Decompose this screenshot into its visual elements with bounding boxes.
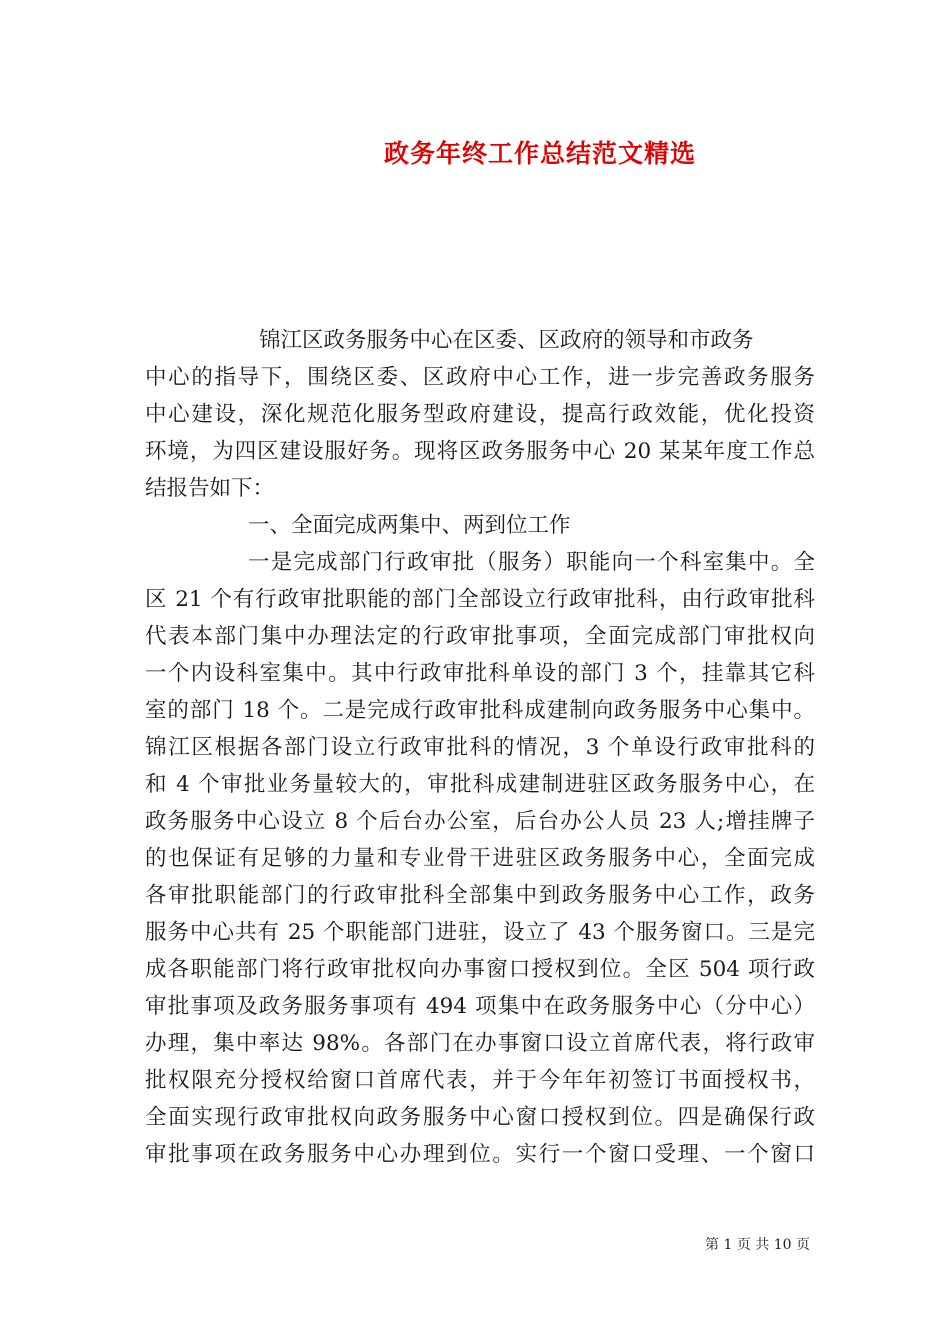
paragraph-line: 批权限充分授权给窗口首席代表，并于今年年初签订书面授权书， <box>145 1068 815 1093</box>
paragraph-line: 和 4 个审批业务量较大的，审批科成建制进驻区政务服务中心，在 <box>145 772 815 797</box>
paragraph-line: 区 21 个有行政审批职能的部门全部设立行政审批科，由行政审批科 <box>145 587 815 612</box>
paragraph-line: 中心的指导下，围绕区委、区政府中心工作，进一步完善政务服务 <box>145 365 815 390</box>
paragraph-line: 一个内设科室集中。其中行政审批科单设的部门 3 个，挂靠其它科 <box>145 661 815 686</box>
page-number-footer: 第 1 页 共 10 页 <box>705 1237 810 1253</box>
paragraph-line: 环境，为四区建设服好务。现将区政务服务中心 20 某某年度工作总 <box>145 439 815 464</box>
paragraph-line: 审批事项在政务服务中心办理到位。实行一个窗口受理、一个窗口 <box>145 1142 815 1167</box>
section-heading: 一、全面完成两集中、两到位工作 <box>248 513 571 538</box>
paragraph-line: 服务中心共有 25 个职能部门进驻，设立了 43 个服务窗口。三是完 <box>145 920 815 945</box>
page-title: 政务年终工作总结范文精选 <box>383 139 696 168</box>
paragraph-line: 锦江区政务服务中心在区委、区政府的领导和市政务 <box>259 328 754 353</box>
paragraph-line: 办理，集中率达 98%。各部门在办事窗口设立首席代表，将行政审 <box>145 1031 815 1056</box>
paragraph-line: 中心建设，深化规范化服务型政府建设，提高行政效能，优化投资 <box>145 402 815 427</box>
paragraph-line: 锦江区根据各部门设立行政审批科的情况，3 个单设行政审批科的 <box>145 735 815 760</box>
paragraph-line: 的也保证有足够的力量和专业骨干进驻区政务服务中心，全面完成 <box>145 846 815 871</box>
paragraph-line: 结报告如下： <box>145 476 275 501</box>
paragraph-line: 室的部门 18 个。二是完成行政审批科成建制向政务服务中心集中。 <box>145 698 815 723</box>
paragraph-line: 全面实现行政审批权向政务服务中心窗口授权到位。四是确保行政 <box>145 1105 815 1130</box>
paragraph-line: 政务服务中心设立 8 个后台办公室，后台办公人员 23 人;增挂牌子 <box>145 809 815 834</box>
paragraph-line: 一是完成部门行政审批（服务）职能向一个科室集中。全 <box>248 550 815 575</box>
paragraph-line: 代表本部门集中办理法定的行政审批事项，全面完成部门审批权向 <box>145 624 815 649</box>
paragraph-line: 成各职能部门将行政审批权向办事窗口授权到位。全区 504 项行政 <box>145 957 815 982</box>
paragraph-line: 各审批职能部门的行政审批科全部集中到政务服务中心工作，政务 <box>145 883 815 908</box>
paragraph-line: 审批事项及政务服务事项有 494 项集中在政务服务中心（分中心） <box>145 994 815 1019</box>
